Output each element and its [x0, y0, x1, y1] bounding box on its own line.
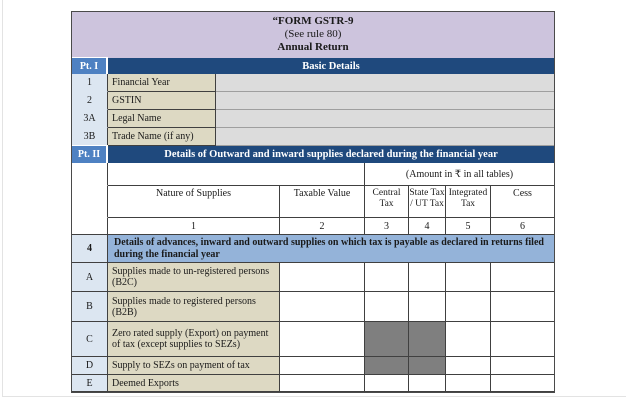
form-title-band: [72, 12, 554, 58]
row-letter: E: [72, 375, 108, 392]
field-label-legal-name: Legal Name: [108, 110, 216, 128]
integrated-tax-cell[interactable]: [446, 357, 491, 375]
cess-cell[interactable]: [491, 292, 554, 322]
row-4: [72, 235, 554, 263]
row-4-description: Details of advances, inward and outward supplies on which tax is payable as declared in returns filed during the financial year: [108, 235, 554, 263]
field-value-financial-year[interactable]: [216, 74, 554, 92]
row-letter: D: [72, 357, 108, 375]
integrated-tax-cell[interactable]: [446, 263, 491, 292]
central-tax-cell[interactable]: [365, 292, 409, 322]
item-row-b: [72, 292, 554, 322]
cess-cell[interactable]: [491, 263, 554, 292]
central-tax-cell[interactable]: [365, 263, 409, 292]
part2-section-title: Details of Outward and inward supplies declared during the financial year: [108, 146, 554, 163]
part2-bar: [72, 146, 554, 163]
item-label-deemed-exports: Deemed Exports: [108, 375, 280, 392]
column-number-row: [72, 218, 554, 235]
column-header-cess: Cess: [491, 186, 554, 218]
item-label-zero-rated-export: Zero rated supply (Export) on payment of tax (except supplies to SEZs): [108, 322, 280, 357]
cess-cell[interactable]: [491, 322, 554, 357]
field-label-financial-year: Financial Year: [108, 74, 216, 92]
column-number: 4: [409, 218, 446, 235]
form-return-type: Annual Return: [277, 41, 349, 53]
row-4-number: 4: [72, 235, 108, 263]
row-number: 3B: [72, 128, 108, 146]
column-header-nature-of-supplies: Nature of Supplies: [108, 186, 280, 218]
column-number: 2: [280, 218, 365, 235]
row-number: 1: [72, 74, 108, 92]
field-label-trade-name: Trade Name (if any): [108, 128, 216, 146]
row-letter: A: [72, 263, 108, 292]
left-spacer: [72, 186, 108, 218]
part2-label: Pt. II: [72, 146, 108, 163]
column-number: 6: [491, 218, 554, 235]
item-label-b2c: Supplies made to un-registered persons (B2C): [108, 263, 280, 292]
column-header-integrated-tax: Integrated Tax: [446, 186, 491, 218]
column-header-row: [72, 186, 554, 218]
basic-details-row: [72, 128, 554, 146]
state-tax-cell-blocked: [409, 322, 446, 357]
basic-details-row: [72, 92, 554, 110]
amount-note-row: [72, 163, 554, 186]
integrated-tax-cell[interactable]: [446, 375, 491, 392]
left-spacer: [72, 163, 108, 186]
central-tax-cell-blocked: [365, 357, 409, 375]
item-label-b2b: Supplies made to registered persons (B2B): [108, 292, 280, 322]
part1-label: Pt. I: [72, 58, 108, 74]
basic-details-row: [72, 74, 554, 92]
basic-details-row: [72, 110, 554, 128]
cess-cell[interactable]: [491, 357, 554, 375]
state-tax-cell-blocked: [409, 357, 446, 375]
field-value-legal-name[interactable]: [216, 110, 554, 128]
taxable-value-cell[interactable]: [280, 322, 365, 357]
left-spacer: [72, 218, 108, 235]
taxable-value-cell[interactable]: [280, 263, 365, 292]
state-tax-cell[interactable]: [409, 375, 446, 392]
row-letter: C: [72, 322, 108, 357]
central-tax-cell-blocked: [365, 322, 409, 357]
field-value-gstin[interactable]: [216, 92, 554, 110]
column-number: 5: [446, 218, 491, 235]
gstr9-form-table: [71, 11, 555, 393]
item-row-e: [72, 375, 554, 392]
part1-section-title: Basic Details: [108, 58, 554, 74]
integrated-tax-cell[interactable]: [446, 322, 491, 357]
taxable-value-cell[interactable]: [280, 375, 365, 392]
form-rule-reference: (See rule 80): [284, 28, 342, 40]
central-tax-cell[interactable]: [365, 375, 409, 392]
taxable-value-cell[interactable]: [280, 357, 365, 375]
row-letter: B: [72, 292, 108, 322]
item-row-c: [72, 322, 554, 357]
field-value-trade-name[interactable]: [216, 128, 554, 146]
state-tax-cell[interactable]: [409, 292, 446, 322]
column-number: 1: [108, 218, 280, 235]
integrated-tax-cell[interactable]: [446, 292, 491, 322]
part1-bar: [72, 58, 554, 74]
form-title: “FORM GSTR-9: [272, 15, 354, 27]
item-label-sez-supply: Supply to SEZs on payment of tax: [108, 357, 280, 375]
item-row-a: [72, 263, 554, 292]
column-header-taxable-value: Taxable Value: [280, 186, 365, 218]
cess-cell[interactable]: [491, 375, 554, 392]
field-label-gstin: GSTIN: [108, 92, 216, 110]
amount-note: (Amount in ₹ in all tables): [365, 163, 554, 186]
column-header-state-ut-tax: State Tax / UT Tax: [409, 186, 446, 218]
amount-row-empty-cell: [108, 163, 365, 186]
column-number: 3: [365, 218, 409, 235]
item-row-d: [72, 357, 554, 375]
page-edge-left: [2, 0, 3, 397]
row-number: 3A: [72, 110, 108, 128]
state-tax-cell[interactable]: [409, 263, 446, 292]
taxable-value-cell[interactable]: [280, 292, 365, 322]
page-edge-bottom: [2, 396, 626, 397]
row-number: 2: [72, 92, 108, 110]
column-header-central-tax: Central Tax: [365, 186, 409, 218]
